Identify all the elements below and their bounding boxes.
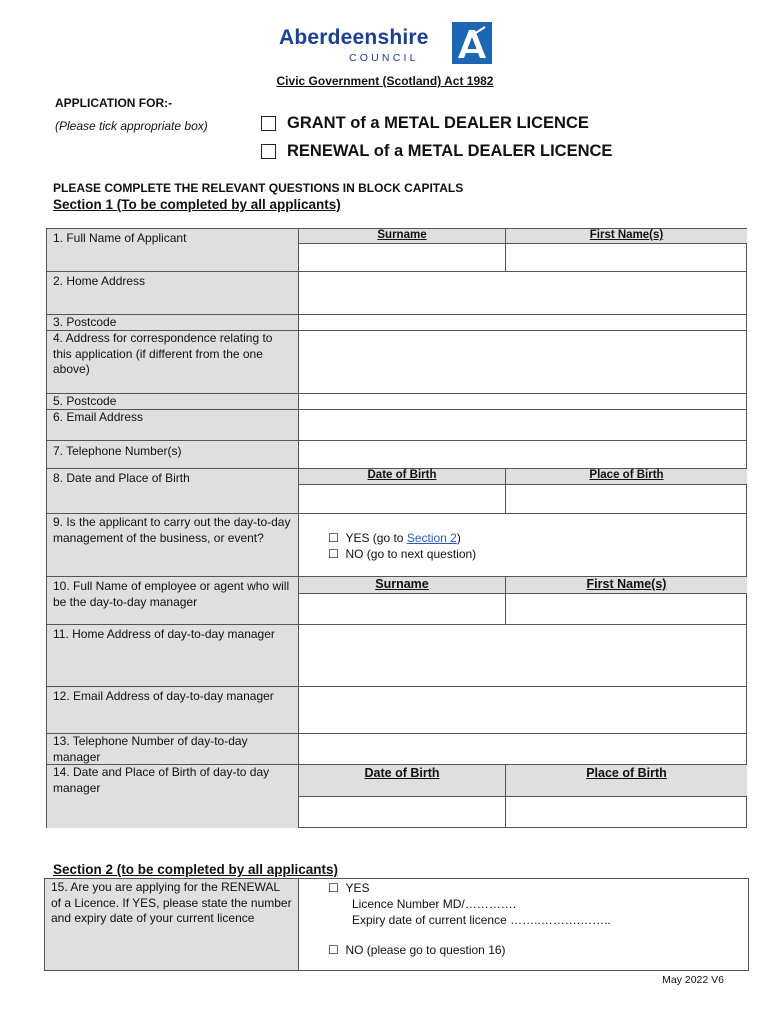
- q15-no-checkbox-icon[interactable]: ☐: [328, 943, 339, 957]
- manager-pob-header-cell: [505, 764, 747, 796]
- block-capitals-note: PLEASE COMPLETE THE RELEVANT QUESTIONS IN BLOCK CAPITALS: [53, 181, 464, 195]
- licence-number-field[interactable]: Licence Number MD/………….: [352, 897, 517, 911]
- dob-header: Date of Birth: [367, 469, 437, 481]
- q2-label: 2. Home Address: [53, 274, 146, 288]
- q8-cell: [46, 468, 298, 513]
- q12-label: 12. Email Address of day-to-day manager: [53, 689, 274, 703]
- manager-dob-header: Date of Birth: [364, 766, 440, 780]
- council-logo-subtitle: COUNCIL: [349, 52, 419, 64]
- q6-label: 6. Email Address: [53, 410, 144, 424]
- q11-cell: [46, 624, 298, 686]
- q15-no-option[interactable]: [328, 942, 506, 958]
- manager-home-address-field[interactable]: [298, 624, 747, 686]
- applicant-pob-field[interactable]: [505, 484, 747, 513]
- q11-label: 11. Home Address of day-to-day manager: [53, 627, 275, 641]
- manager-dob-header-cell: [298, 764, 505, 796]
- correspondence-postcode-field[interactable]: [298, 393, 747, 409]
- act-title: Civic Government (Scotland) Act 1982: [276, 74, 494, 88]
- manager-telephone-field[interactable]: [298, 733, 747, 764]
- q2-cell: [46, 271, 298, 314]
- postcode-field[interactable]: [298, 314, 747, 330]
- q7-cell: [46, 440, 298, 468]
- q1-cell: [46, 228, 298, 271]
- q9-yes-label: YES (go to: [345, 531, 407, 545]
- email-field[interactable]: [298, 409, 747, 440]
- q15-yes-label: YES: [345, 881, 370, 895]
- q15-cell: [44, 878, 298, 970]
- q9-cell: [46, 513, 298, 576]
- q12-cell: [46, 686, 298, 733]
- tick-note: (Please tick appropriate box): [55, 119, 208, 133]
- q10-label: 10. Full Name of employee or agent who will be the day-to-day manager: [53, 579, 290, 609]
- q7-label: 7. Telephone Number(s): [53, 444, 182, 458]
- manager-dob-field[interactable]: [298, 796, 505, 828]
- q4-label: 4. Address for correspondence relating to this application (if different from the one above): [53, 331, 273, 376]
- manager-first-names-header-cell: [505, 576, 747, 593]
- dob-header-cell: [298, 468, 505, 484]
- manager-surname-header: Surname: [375, 577, 429, 591]
- grant-checkbox[interactable]: [261, 116, 276, 131]
- q9-yes-checkbox-icon[interactable]: ☐: [328, 531, 339, 545]
- council-logo-icon: [452, 22, 492, 64]
- q15-answer-cell: [298, 878, 748, 970]
- q9-no-checkbox-icon[interactable]: ☐: [328, 547, 339, 561]
- applicant-dob-field[interactable]: [298, 484, 505, 513]
- q3-cell: [46, 314, 298, 330]
- q1-label: 1. Full Name of Applicant: [53, 231, 187, 245]
- manager-first-names-field[interactable]: [505, 593, 747, 624]
- q6-cell: [46, 409, 298, 440]
- q10-cell: [46, 576, 298, 624]
- q15-no-label: NO (please go to question 16): [345, 943, 506, 957]
- q9-yes-option[interactable]: [328, 530, 461, 546]
- section2-title: Section 2 (to be completed by all applicants): [53, 862, 339, 877]
- pob-header: Place of Birth: [589, 469, 664, 481]
- applicant-surname-field[interactable]: [298, 243, 505, 271]
- first-names-header: First Name(s): [589, 229, 664, 241]
- version-footer: May 2022 V6: [662, 974, 724, 986]
- q9-no-option[interactable]: [328, 546, 476, 562]
- pob-header-cell: [505, 468, 747, 484]
- section2-link[interactable]: Section 2: [406, 531, 457, 545]
- q4-cell: [46, 330, 298, 393]
- correspondence-address-field[interactable]: [298, 330, 747, 393]
- applicant-first-names-field[interactable]: [505, 243, 747, 271]
- manager-surname-header-cell: [298, 576, 505, 593]
- q9-label: 9. Is the applicant to carry out the day-to-day management of the business, or event?: [53, 515, 291, 545]
- q13-cell: [46, 733, 298, 764]
- q13-label: 13. Telephone Number of day-to-day manager: [53, 734, 248, 764]
- q9-no-label: NO (go to next question): [345, 547, 477, 561]
- manager-surname-field[interactable]: [298, 593, 505, 624]
- manager-email-field[interactable]: [298, 686, 747, 733]
- application-for-label: APPLICATION FOR:-: [55, 96, 173, 110]
- q14-label: 14. Date and Place of Birth of day-to day manager: [53, 765, 270, 795]
- manager-first-names-header: First Name(s): [586, 577, 667, 591]
- q5-cell: [46, 393, 298, 409]
- telephone-field[interactable]: [298, 440, 747, 468]
- section1-table: [46, 228, 747, 828]
- expiry-date-field[interactable]: Expiry date of current licence ……..……….……..: [352, 913, 611, 927]
- q8-label: 8. Date and Place of Birth: [53, 471, 190, 485]
- first-names-header-cell: [505, 228, 747, 243]
- home-address-field[interactable]: [298, 271, 747, 314]
- q15-yes-option[interactable]: [328, 880, 369, 896]
- renewal-checkbox[interactable]: [261, 144, 276, 159]
- q15-yes-checkbox-icon[interactable]: ☐: [328, 881, 339, 895]
- q9-yes-label-end: ): [456, 531, 461, 545]
- council-logo-text: Aberdeenshire: [279, 26, 429, 49]
- q3-label: 3. Postcode: [53, 315, 117, 329]
- q9-answer-cell: [298, 513, 747, 576]
- manager-pob-header: Place of Birth: [586, 766, 667, 780]
- surname-header-cell: [298, 228, 505, 243]
- renewal-option-label: RENEWAL of a METAL DEALER LICENCE: [287, 142, 613, 160]
- q5-label: 5. Postcode: [53, 394, 117, 408]
- manager-pob-field[interactable]: [505, 796, 747, 828]
- surname-header: Surname: [377, 229, 427, 241]
- section2-table: [44, 878, 749, 971]
- grant-option-label: GRANT of a METAL DEALER LICENCE: [287, 114, 589, 132]
- q15-label: 15. Are you are applying for the RENEWAL of a Licence. If YES, please state the number and expiry date of your current licence: [51, 880, 292, 925]
- section1-title: Section 1 (To be completed by all applicants): [53, 197, 341, 212]
- q14-cell: [46, 764, 298, 828]
